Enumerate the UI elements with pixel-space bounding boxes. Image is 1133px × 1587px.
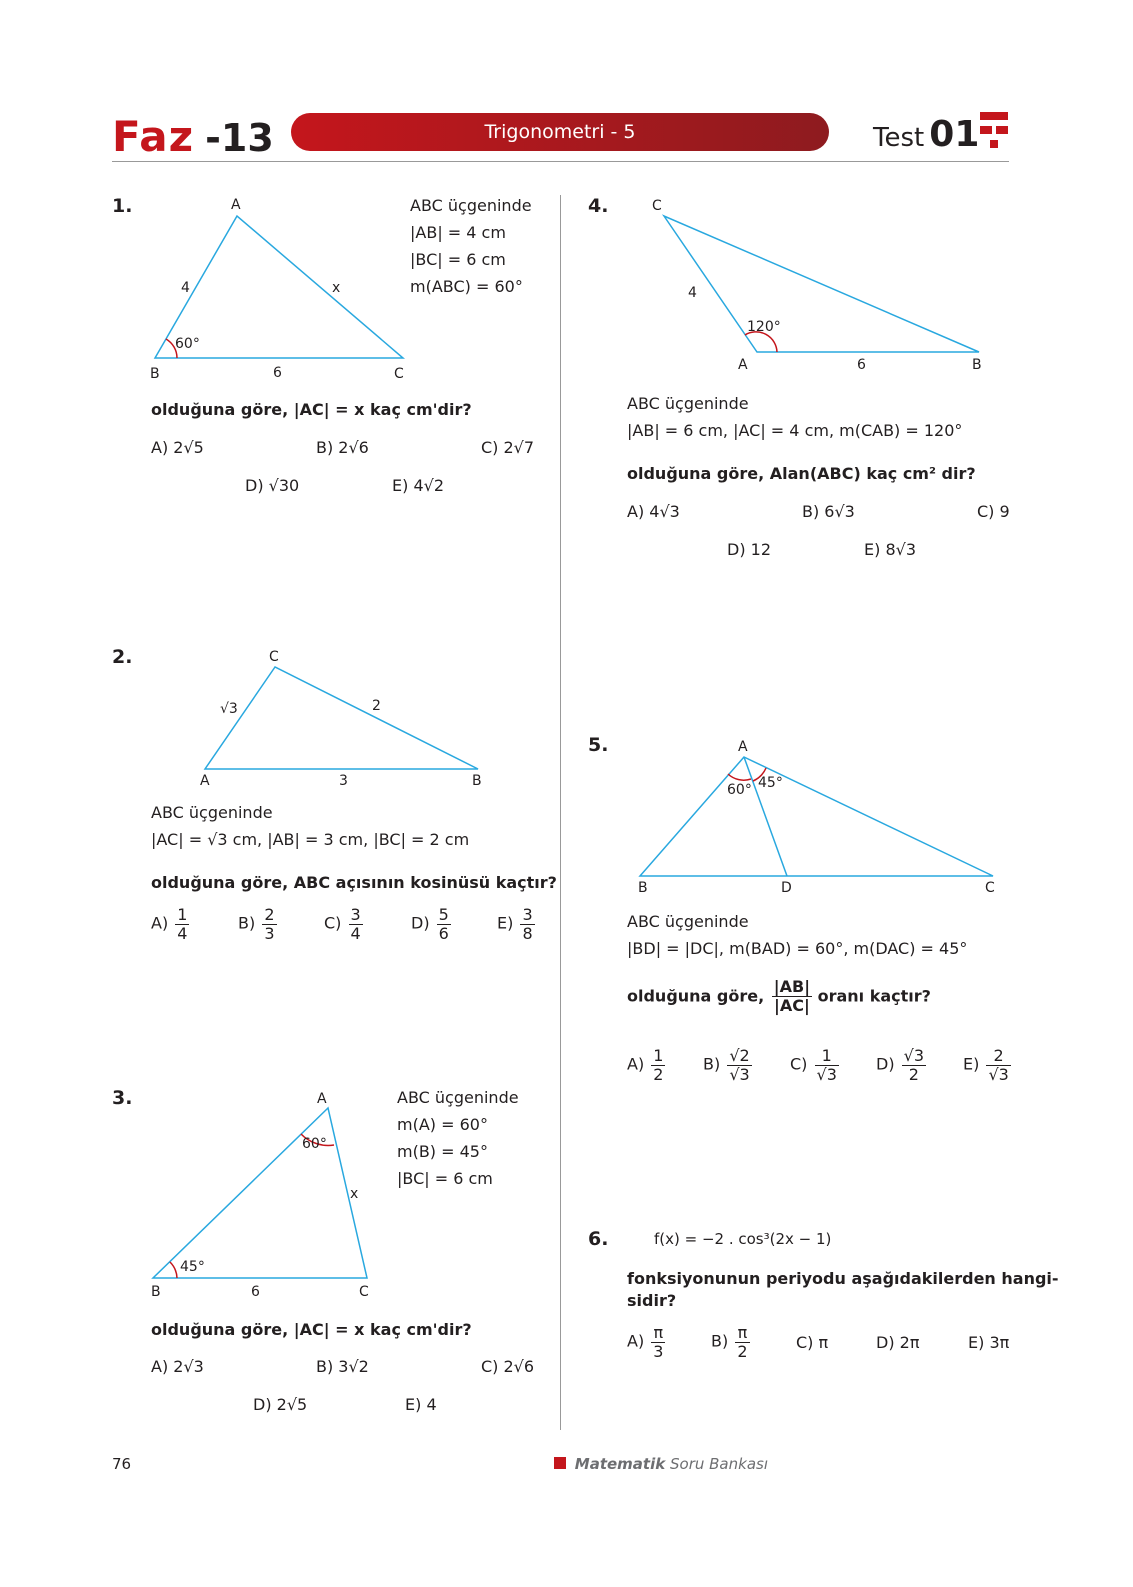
q3-angle-a: 60° (302, 1136, 327, 1152)
option-value: 2π (899, 1333, 920, 1352)
q1-given-line: m(ABC) = 60° (410, 277, 523, 296)
fraction-num: π (651, 1324, 665, 1343)
brand-faz: Faz (112, 112, 195, 161)
option-fraction (815, 1047, 839, 1083)
fraction-den: √3 (816, 1064, 837, 1084)
q4-option-d[interactable]: D) 12 (727, 540, 772, 559)
brand-logo (112, 112, 274, 161)
q3-given-line: m(B) = 45° (397, 1142, 488, 1161)
q2-side-bc: 2 (372, 698, 381, 714)
fraction-den: 8 (522, 923, 533, 943)
q3-given (397, 1084, 519, 1192)
q4-label-c: C (652, 198, 662, 214)
q6-question (627, 1268, 1059, 1312)
footer-square-icon (554, 1457, 566, 1469)
fraction-num: 3 (350, 905, 361, 924)
fraction-num: 1 (177, 905, 188, 924)
option-letter: D) (876, 1333, 895, 1352)
fraction-num: √3 (903, 1046, 925, 1065)
q3-given-line: ABC üçgeninde (397, 1088, 519, 1107)
q3-option-a[interactable]: A) 2√3 (151, 1357, 204, 1376)
q1-option-e[interactable]: E) 4√2 (392, 476, 444, 495)
q2-option-c[interactable] (324, 906, 363, 942)
q6-option-d[interactable] (876, 1333, 919, 1352)
fraction-num: √2 (729, 1046, 750, 1065)
q3-triangle (140, 1085, 400, 1305)
option-letter: C) (790, 1054, 808, 1074)
q1-label-c: C (394, 366, 404, 382)
q5-option-c[interactable] (790, 1047, 839, 1083)
q4-given-line: |AB| = 6 cm, |AC| = 4 cm, m(CAB) = 120° (627, 421, 963, 440)
q4-side-ac: 4 (688, 285, 697, 301)
test-logo-icon (980, 112, 1010, 152)
q4-option-b[interactable]: B) 6√3 (802, 502, 855, 521)
q5-angle-bad: 60° (727, 782, 752, 798)
q1-option-c[interactable]: C) 2√7 (481, 438, 535, 457)
option-letter: D) (411, 913, 430, 933)
option-fraction (349, 906, 363, 942)
q3-side-ac: x (350, 1186, 359, 1202)
q3-option-d[interactable]: D) 2√5 (253, 1395, 308, 1414)
q5-given-line: |BD| = |DC|, m(BAD) = 60°, m(DAC) = 45° (627, 939, 968, 958)
q2-option-b[interactable] (238, 906, 277, 942)
option-letter: B) (703, 1054, 721, 1074)
q5-number: 5. (588, 734, 609, 756)
q5-question-post: oranı kaçtır? (817, 986, 931, 1006)
q2-label-c: C (269, 649, 279, 665)
q1-given (410, 192, 532, 300)
q4-question: olduğuna göre, Alan(ABC) kaç cm² dir? (627, 464, 976, 483)
test-number: 01 (929, 114, 980, 155)
q5-angle-dac: 45° (758, 775, 783, 791)
q6-question-line: sidir? (627, 1291, 677, 1310)
option-value: 3π (989, 1333, 1010, 1352)
q1-label-b: B (150, 366, 160, 382)
fraction-den: 2 (653, 1064, 664, 1084)
q1-number: 1. (112, 195, 133, 217)
q1-given-line: |AB| = 4 cm (410, 223, 506, 242)
option-letter: C) (796, 1333, 814, 1352)
footer-book-rest: Soru Bankası (670, 1455, 768, 1473)
option-fraction (651, 1324, 665, 1360)
q2-label-a: A (200, 773, 210, 789)
option-fraction (727, 1047, 751, 1083)
q4-angle-a: 120° (747, 319, 781, 335)
q2-option-d[interactable] (411, 906, 451, 942)
option-letter: B) (711, 1331, 729, 1351)
q1-option-b[interactable]: B) 2√6 (316, 438, 369, 457)
q4-triangle (640, 192, 1000, 377)
q3-option-c[interactable]: C) 2√6 (481, 1357, 535, 1376)
option-letter: A) (627, 1054, 645, 1074)
option-letter: E) (963, 1054, 980, 1074)
option-letter: A) (627, 1331, 645, 1351)
q5-option-e[interactable] (963, 1047, 1011, 1083)
q6-function: f(x) = −2 . cos³(2x − 1) (654, 1230, 832, 1248)
option-fraction (175, 906, 189, 942)
option-letter: A) (151, 913, 169, 933)
q6-option-b[interactable] (711, 1324, 750, 1360)
ratio-den: |AC| (773, 995, 810, 1015)
q3-given-line: |BC| = 6 cm (397, 1169, 493, 1188)
q5-given-line: ABC üçgeninde (627, 912, 749, 931)
footer-book-bold: Matematik (574, 1455, 666, 1473)
fraction-num: 2 (264, 905, 275, 924)
q2-side-ac: √3 (220, 701, 238, 717)
column-divider (560, 195, 561, 1430)
q5-label-a: A (738, 739, 748, 755)
fraction-num: 1 (653, 1046, 664, 1065)
test-word: Test (873, 123, 925, 153)
q5-option-a[interactable] (627, 1047, 665, 1083)
option-fraction (520, 906, 534, 942)
q6-question-line: fonksiyonunun periyodu aşağıdakilerden hangi- (627, 1269, 1059, 1288)
q1-label-a: A (231, 197, 241, 213)
option-fraction (735, 1324, 749, 1360)
q5-question-pre: olduğuna göre, (627, 986, 765, 1006)
q2-label-b: B (472, 773, 482, 789)
q2-option-a[interactable] (151, 906, 189, 942)
q1-given-line: ABC üçgeninde (410, 196, 532, 215)
q2-given-line: |AC| = √3 cm, |AB| = 3 cm, |BC| = 2 cm (151, 830, 470, 849)
option-letter: E) (497, 913, 514, 933)
q1-question: olduğuna göre, |AC| = x kaç cm'dir? (151, 400, 472, 419)
option-letter: D) (876, 1054, 895, 1074)
test-label (873, 114, 979, 155)
option-fraction (437, 906, 451, 942)
q3-option-e[interactable]: E) 4 (405, 1395, 437, 1414)
q1-angle-b: 60° (175, 336, 200, 352)
fraction-den: 2 (737, 1341, 748, 1361)
fraction-den: 4 (177, 923, 188, 943)
q3-label-c: C (359, 1284, 369, 1300)
fraction-den: 6 (438, 923, 449, 943)
fraction-den: √3 (988, 1064, 1009, 1084)
q2-given-line: ABC üçgeninde (151, 803, 273, 822)
q1-side-ac: x (332, 280, 341, 296)
q4-side-ab: 6 (857, 357, 866, 373)
q2-side-ab: 3 (339, 773, 348, 789)
q1-side-bc: 6 (273, 365, 282, 381)
q2-triangle (190, 640, 500, 800)
q6-option-a[interactable] (627, 1324, 665, 1360)
ratio-num: |AB| (773, 977, 811, 996)
q4-label-b: B (972, 357, 982, 373)
q5-option-b[interactable] (703, 1047, 752, 1083)
q3-angle-b: 45° (180, 1259, 205, 1275)
q5-ratio (772, 978, 812, 1014)
q5-question (627, 978, 931, 1014)
q4-given (627, 390, 962, 444)
q5-label-c: C (985, 880, 995, 896)
q4-number: 4. (588, 195, 609, 217)
brand-series: -13 (205, 116, 274, 160)
q5-label-d: D (781, 880, 792, 896)
q5-given (627, 908, 967, 962)
page-number: 76 (112, 1455, 132, 1473)
q2-question: olduğuna göre, ABC açısının kosinüsü kaçtır? (151, 873, 557, 892)
q2-number: 2. (112, 646, 133, 668)
fraction-num: 1 (815, 1047, 839, 1066)
option-value: π (818, 1333, 829, 1352)
q2-option-e[interactable] (497, 906, 535, 942)
title-bar (291, 113, 829, 151)
fraction-num: 3 (522, 905, 533, 924)
option-fraction (986, 1047, 1010, 1083)
q4-given-line: ABC üçgeninde (627, 394, 749, 413)
page-title: Trigonometri - 5 (484, 121, 636, 143)
fraction-num: π (735, 1324, 749, 1343)
fraction-den: 3 (264, 923, 275, 943)
option-letter: B) (238, 913, 256, 933)
option-letter: E) (968, 1333, 985, 1352)
q4-option-a[interactable]: A) 4√3 (627, 502, 680, 521)
fraction-den: 4 (350, 923, 361, 943)
footer-brand (554, 1455, 768, 1473)
q3-label-a: A (317, 1091, 327, 1107)
option-fraction (262, 906, 276, 942)
q4-label-a: A (738, 357, 748, 373)
q4-option-e[interactable]: E) 8√3 (864, 540, 916, 559)
q1-option-a[interactable]: A) 2√5 (151, 438, 204, 457)
fraction-den: 2 (908, 1064, 919, 1084)
q5-option-d[interactable] (876, 1047, 926, 1083)
q6-option-c[interactable] (796, 1333, 828, 1352)
option-fraction (651, 1047, 665, 1083)
q1-triangle (140, 190, 430, 390)
q3-question: olduğuna göre, |AC| = x kaç cm'dir? (151, 1320, 472, 1339)
q6-option-e[interactable] (968, 1333, 1009, 1352)
q1-side-ab: 4 (181, 280, 190, 296)
option-letter: C) (324, 913, 342, 933)
q1-given-line: |BC| = 6 cm (410, 250, 506, 269)
q3-label-b: B (151, 1284, 161, 1300)
q3-given-line: m(A) = 60° (397, 1115, 488, 1134)
fraction-den: √3 (729, 1064, 750, 1084)
fraction-num: 5 (438, 905, 449, 924)
option-fraction (902, 1047, 926, 1083)
q5-label-b: B (638, 880, 648, 896)
fraction-den: 3 (653, 1341, 664, 1361)
q5-triangle (630, 735, 1000, 900)
q4-option-c[interactable]: C) 9 (977, 502, 1010, 521)
q6-number: 6. (588, 1228, 609, 1250)
q2-given (151, 799, 469, 853)
q3-option-b[interactable]: B) 3√2 (316, 1357, 369, 1376)
q3-side-bc: 6 (251, 1284, 260, 1300)
header-rule (112, 161, 1009, 162)
q1-option-d[interactable]: D) √30 (245, 476, 300, 495)
q3-number: 3. (112, 1087, 133, 1109)
fraction-num: 2 (986, 1047, 1010, 1066)
